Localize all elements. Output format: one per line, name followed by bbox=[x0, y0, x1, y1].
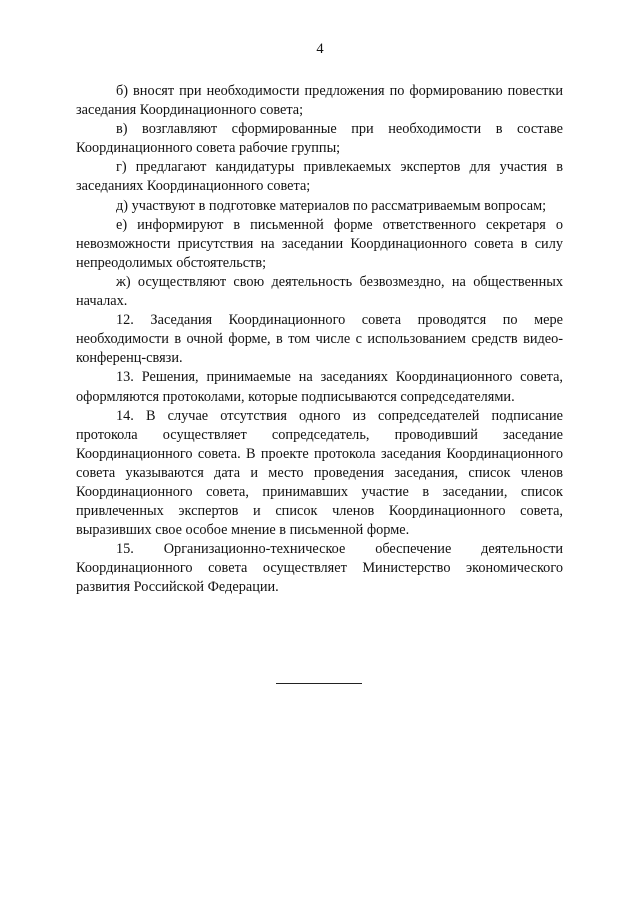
paragraph-e: е) информируют в письменной форме ответственного секретаря о невозможности присутствия на заседании Координационного совета в силу непреодолимых обстоятельств; bbox=[76, 216, 563, 271]
paragraph-12: 12. Заседания Координационного совета проводятся по мере необходимости в очной форме, в том числе с использованием средств видео-конференц-связи. bbox=[76, 312, 563, 367]
end-separator-line bbox=[276, 683, 362, 684]
paragraph-v: в) возглавляют сформированные при необходимости в составе Координационного совета рабочие группы; bbox=[76, 121, 563, 157]
paragraph-d: д) участвуют в подготовке материалов по рассматриваемым вопросам; bbox=[116, 197, 547, 214]
document-body bbox=[76, 82, 563, 598]
page-number: 4 bbox=[316, 41, 324, 57]
paragraph-14: 14. В случае отсутствия одного из сопредседателей подписание протокола осуществляет сопредседатель, проводивший заседание Координационного совета. В проекте протокола заседания Координационного совета указываются дата и место проведения заседания, список членов Координационного совета, принимавших участие в заседании, список привлеченных экспертов и список членов Координационного совета, выразивших свое особое мнение в письменной форме. bbox=[76, 407, 563, 539]
paragraph-13: 13. Решения, принимаемые на заседаниях Координационного совета, оформляются протоколами, которые подписываются сопредседателями. bbox=[76, 369, 563, 405]
paragraph-15: 15. Организационно-техническое обеспечение деятельности Координационного совета осуществляет Министерство экономического развития Российской Федерации. bbox=[76, 541, 563, 596]
paragraph-zh: ж) осуществляют свою деятельность безвозмездно, на общественных началах. bbox=[76, 273, 563, 310]
paragraph-b: б) вносят при необходимости предложения по формированию повестки заседания Координационного совета; bbox=[76, 83, 563, 119]
paragraph-g: г) предлагают кандидатуры привлекаемых экспертов для участия в заседаниях Координационного совета; bbox=[76, 159, 563, 195]
